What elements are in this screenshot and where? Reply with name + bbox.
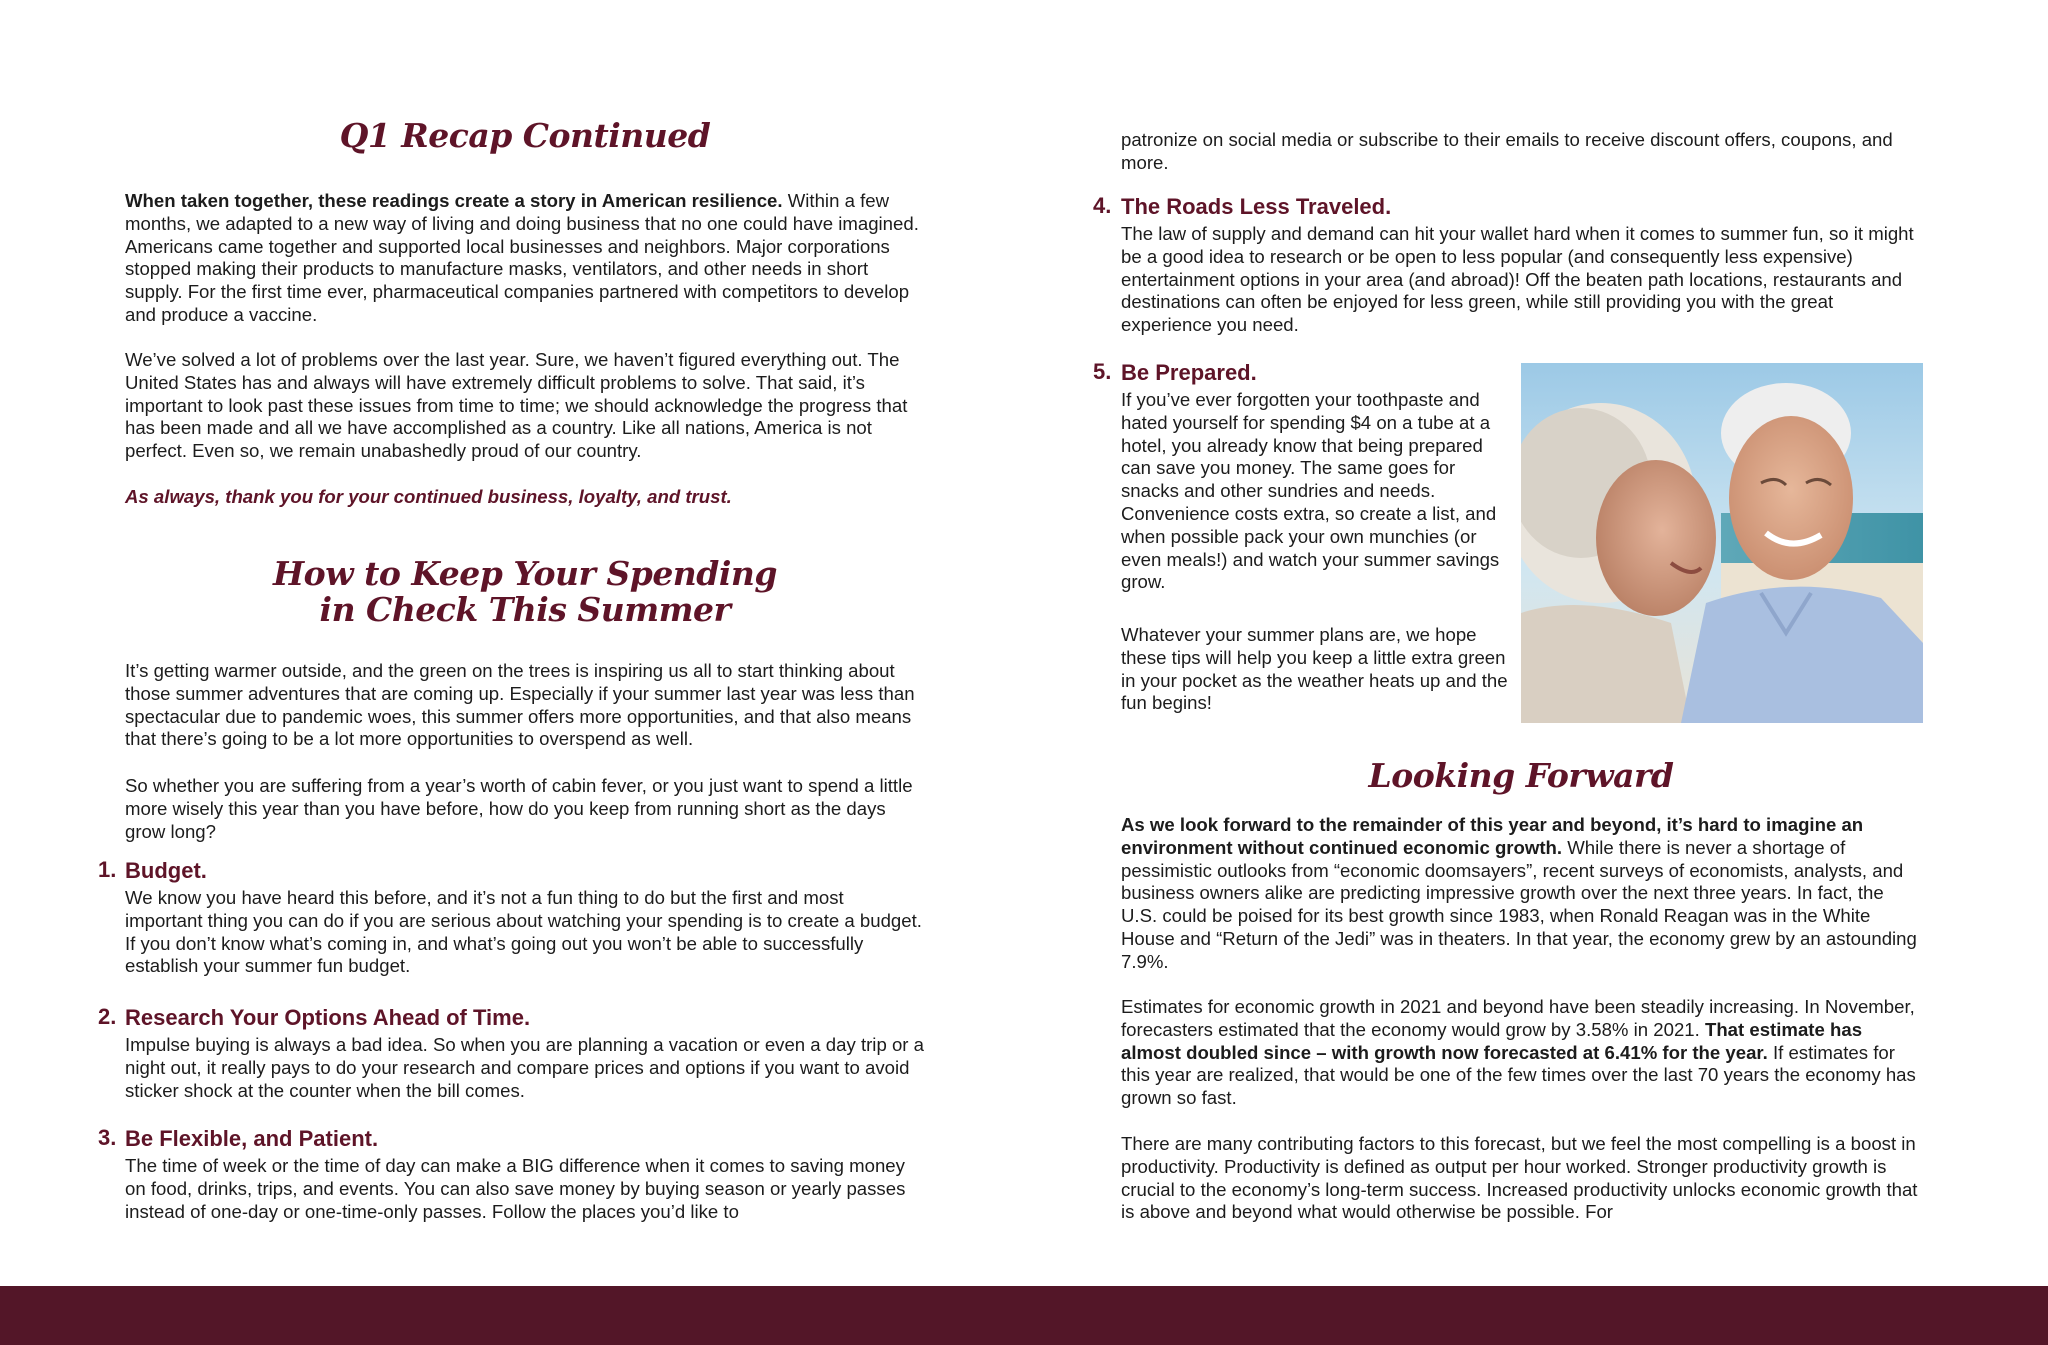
tip-number: 1. <box>98 857 117 882</box>
tip-item-2 <box>98 1004 925 1102</box>
continued-text: patronize on social media or subscribe to their emails to receive discount offers, coupons, and more. <box>1121 129 1893 173</box>
thank-you-note: As always, thank you for your continued business, loyalty, and trust. <box>125 486 732 507</box>
tip-text: The law of supply and demand can hit your wallet hard when it comes to summer fun, so it might be a good idea to research or be open to less popular (and consequently less expensive) entertainment options in your area (and abroad)! Off the beaten path locations, restaurants and destinations can often be enjoyed for less green, while still providing you with the great experience you need. <box>1121 223 1914 336</box>
tip-title: Be Prepared. <box>1121 360 1257 385</box>
summer-title-line-1: How to Keep Your Spending <box>273 554 777 593</box>
tip-text: We know you have heard this before, and it’s not a fun thing to do but the first and most important thing you can do if you are serious about watching your spending is to create a budget. If you don’t know what’s coming in, and what’s going out you won’t be able to successfully establish your summer fun budget. <box>125 887 922 977</box>
tip-title: The Roads Less Traveled. <box>1121 194 1392 219</box>
summer-title-line-2: in Check This Summer <box>319 590 731 629</box>
tip-text: Impulse buying is always a bad idea. So when you are planning a vacation or even a day trip or a night out, it really pays to do your research and compare prices and options if you want to avoid sticker shock at the counter when the bill comes. <box>125 1034 924 1101</box>
summer-paragraph-1: It’s getting warmer outside, and the green on the trees is inspiring us all to start thinking about those summer adventures that are coming up. Especially if your summer last year was less than spectacular due to pandemic woes, this summer offers more opportunities, and that also means that there’s going to be a lot more opportunities to overspend as well. <box>125 660 915 750</box>
tip-text: If you’ve ever forgotten your toothpaste and hated yourself for spending $4 on a tube at a hotel, you already know that being prepared can save you money. The same goes for snacks and other sundries and needs. Convenience costs extra, so create a list, and when possible pack your own munchies (or even meals!) and watch your summer savings grow. <box>1121 389 1500 593</box>
forward-p2-end: If estimates for this year are realized, that would be one of the few times over the last 70 years the economy has grown so fast. <box>1121 1041 1916 1109</box>
forward-p2-start: Estimates for economic growth in 2021 and beyond have been steadily increasing. In November, forecasters estimated that the economy would grow by 3.58% in 2021. <box>1121 996 1915 1040</box>
closing-paragraph: Whatever your summer plans are, we hope these tips will help you keep a little extra green in your pocket as the weather heats up and the fun begins! <box>1121 624 1508 714</box>
summer-paragraph-2: So whether you are suffering from a year’s worth of cabin fever, or you just want to spend a little more wisely this year than you have before, how do you keep from running short as the days grow long? <box>125 775 913 842</box>
senior-couple-photo <box>1521 363 1923 723</box>
tip-item-4 <box>1093 193 1921 337</box>
q1-recap-title: Q1 Recap Continued <box>339 116 711 155</box>
tip-title: Research Your Options Ahead of Time. <box>125 1005 531 1030</box>
tip-item-1 <box>98 857 925 978</box>
forward-lead: As we look forward to the remainder of this year and beyond, it’s hard to imagine an environment without continued economic growth. <box>1121 814 1864 858</box>
q1-recap-paragraph-2: We’ve solved a lot of problems over the last year. Sure, we haven’t figured everything out. The United States has and always will have extremely difficult problems to solve. That said, it’s important to look past these issues from time to time; we should acknowledge the progress that has been made and all we have accomplished as a country. Like all nations, America is not perfect. Even so, we remain unabashedly proud of our country. <box>125 349 908 462</box>
footer-bar <box>0 1286 2048 1345</box>
summer-spending-title <box>125 556 925 628</box>
tip-title: Budget. <box>125 858 207 883</box>
forward-paragraph-3: There are many contributing factors to this forecast, but we feel the most compelling is a boost in productivity. Productivity is defined as output per hour worked. Stronger productivity growth is crucial to the economy’s long-term success. Increased productivity unlocks economic growth that is above and beyond what would otherwise be possible. For <box>1121 1133 1918 1223</box>
tip-title: Be Flexible, and Patient. <box>125 1126 379 1151</box>
tip-number: 2. <box>98 1004 117 1029</box>
tip-number: 5. <box>1093 359 1112 384</box>
q1-recap-body: Within a few months, we adapted to a new way of living and doing business that no one could have imagined. Americans came together and supported local businesses and neighbors. Major corporations stopped making their products to manufacture masks, ventilators, and other needs in short supply. For the first time ever, pharmaceutical companies partnered with competitors to develop and produce a vaccine. <box>125 190 919 325</box>
forward-paragraph-2 <box>1121 996 1921 1110</box>
looking-forward-title: Looking Forward <box>1368 756 1674 795</box>
forward-body: While there is never a shortage of pessimistic outlooks from “economic doomsayers”, recent surveys of economists, analysts, and business owners alike are predicting impressive growth over the next three years. In fact, the U.S. could be poised for its best growth since 1983, when Ronald Reagan was in the White House and “Return of the Jedi” was in theaters. In that year, the economy grew by an astounding 7.9%. <box>1121 836 1917 972</box>
q1-recap-paragraph-1 <box>125 190 925 327</box>
forward-paragraph-1 <box>1121 814 1921 974</box>
forward-p2-highlight: That estimate has almost doubled since – with growth now forecasted at 6.41% for the year. <box>1121 1018 1863 1063</box>
tip-number: 4. <box>1093 193 1112 218</box>
tip-number: 3. <box>98 1125 117 1150</box>
tip-text: The time of week or the time of day can make a BIG difference when it comes to saving money on food, drinks, trips, and events. You can also save money by buying season or yearly passes instead of one-day or one-time-only passes. Follow the places you’d like to <box>125 1155 906 1222</box>
tip-item-3 <box>98 1125 925 1223</box>
q1-recap-lead: When taken together, these readings create a story in American resilience. <box>125 190 783 211</box>
tip-item-5 <box>1093 359 1511 594</box>
